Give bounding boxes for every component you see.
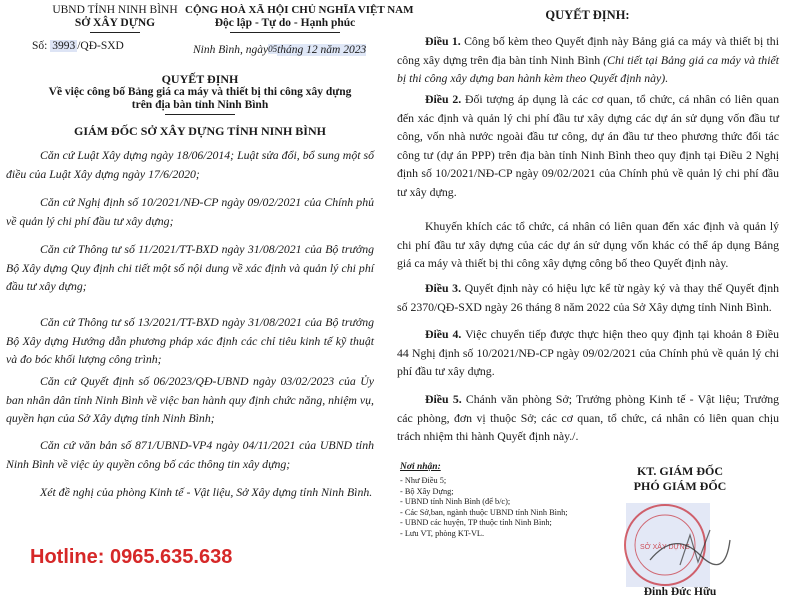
- preamble-4: Căn cứ Thông tư số 13/2021/TT-BXD ngày 31/08/2021 của Bộ trưởng Bộ Xây dựng Hướng dẫn phương pháp xác định các chỉ tiêu kinh tế kỹ thuật và đo bóc khối lượng công trình;: [6, 315, 374, 366]
- recipient-item: - Bộ Xây Dựng;: [400, 486, 454, 496]
- issuer-title: GIÁM ĐỐC SỞ XÂY DỰNG TỈNH NINH BÌNH: [74, 124, 326, 138]
- document-number: [32, 40, 124, 52]
- recipient-item: - UBND các huyện, TP thuộc tỉnh Ninh Bình;: [400, 518, 552, 527]
- doc-no-value: 3993: [52, 40, 76, 52]
- header-underline-left: [90, 32, 140, 33]
- article-4: [397, 325, 779, 381]
- preamble-7: Xét đề nghị của phòng Kinh tế - Vật liệu, Sở Xây dựng tỉnh Ninh Bình.: [40, 485, 373, 499]
- article-5-label: Điều 5.: [425, 392, 462, 406]
- signature-title-1: KT. GIÁM ĐỐC: [636, 464, 724, 478]
- article-3-label: Điều 3.: [425, 281, 462, 295]
- article-2-text: Đối tượng áp dụng là các cơ quan, tổ chức, cá nhân có liên quan đến xác định và quản lý chi phí đầu tư xây dựng các dự án sử dụng vốn đầu tư công, vốn nhà nước ngoài đầu tư công, dự án đầu tư theo phương thức đối tác công tư (dự án PPP) trên địa bàn tỉnh Ninh Bình theo quy định tại Điều 2 Nghị định số 10/2021/NĐ-CP ngày 09/02/2021 của Chính phủ về quản lý chi phí đầu tư xây dựng.: [397, 92, 780, 199]
- recipient-item: - Lưu VT, phòng KT-VL.: [400, 528, 485, 538]
- recipients-list: [400, 476, 568, 539]
- recipients-label: Nơi nhận:: [400, 462, 441, 472]
- official-stamp: [620, 500, 740, 590]
- header-underline-right: [230, 32, 340, 33]
- subject-underline: [165, 114, 235, 115]
- article-1-label: Điều 1.: [425, 34, 461, 48]
- country-name: CỘNG HOÀ XÃ HỘI CHỦ NGHĨA VIỆT NAM: [185, 4, 414, 16]
- signature-title-2: PHÓ GIÁM ĐỐC: [633, 479, 727, 493]
- preamble-1: Căn cứ Luật Xây dựng ngày 18/06/2014; Luật sửa đổi, bổ sung một số điều của Luật Xây dựng ngày 17/6/2020;: [6, 148, 374, 181]
- decision-heading: QUYẾT ĐỊNH:: [545, 8, 630, 22]
- article-5-text: Chánh văn phòng Sở; Trưởng phòng Kinh tế - Vật liệu; Trưởng các phòng, đơn vị thuộc Sở; các cơ quan, tổ chức, cá nhân có liên quan chịu trách nhiệm thi hành Quyết định này./.: [397, 392, 779, 443]
- hotline-text[interactable]: Hotline: 0965.635.638: [30, 546, 233, 568]
- article-1: [397, 32, 779, 88]
- article-5: [397, 390, 779, 446]
- article-3: [397, 279, 779, 316]
- subject-line-2: trên địa bàn tỉnh Ninh Bình: [131, 99, 269, 111]
- doc-no-prefix: Số:: [32, 40, 48, 52]
- preamble-3: Căn cứ Thông tư số 11/2021/TT-BXD ngày 31/08/2021 của Bộ trưởng Bộ Xây dựng Quy định chi tiết một số nội dung về xác định và quản lý chi phí đầu tư xây dựng;: [6, 242, 374, 293]
- doc-no-suffix: /QĐ-SXD: [77, 40, 124, 52]
- article-4-label: Điều 4.: [425, 327, 462, 341]
- article-2-extra: Khuyến khích các tổ chức, cá nhân có liên quan đến xác định và quản lý chi phí đầu tư xây dựng của các dự án sử dụng vốn khác có thể áp dụng Bảng giá ca máy và thiết bị thi công xây dựng công bố theo Quyết định này.: [397, 219, 779, 270]
- document-date: [193, 44, 366, 56]
- recipient-item: - UBND tỉnh Ninh Bình (để b/c);: [400, 497, 511, 506]
- stamp-center-text: SỞ XÂY DỰNG: [640, 544, 690, 551]
- signer-name: Đinh Đức Hữu: [643, 586, 717, 598]
- recipient-item: - Như Điều 5;: [400, 476, 447, 485]
- article-3-text: Quyết định này có hiệu lực kể từ ngày ký và thay thế Quyết định số 2370/QĐ-SXD ngày 26 tháng 8 năm 2022 của Sở Xây dựng tỉnh Ninh Bình.: [397, 281, 779, 314]
- article-2-label: Điều 2.: [425, 92, 462, 106]
- date-day: 05: [268, 44, 278, 54]
- article-1-note: (Chi tiết tại Bảng giá ca máy và thiết bị thi công xây dựng ban hành kèm theo Quyết định này).: [397, 52, 779, 85]
- preamble-6: Căn cứ văn bản số 871/UBND-VP4 ngày 04/11/2021 của UBND tỉnh Ninh Bình về việc ủy quyền công bố các thông tin xây dựng;: [6, 438, 374, 471]
- department-name: SỞ XÂY DỰNG: [74, 17, 156, 29]
- national-motto: Độc lập - Tự do - Hạnh phúc: [214, 17, 356, 29]
- article-1-text: Công bố kèm theo Quyết định này Bảng giá ca máy và thiết bị thi công xây dựng trên địa bàn tỉnh Ninh Bình: [397, 34, 779, 67]
- document-heading: QUYẾT ĐỊNH: [161, 72, 239, 86]
- subject-line-1: Về việc công bố Bảng giá ca máy và thiết bị thi công xây dựng: [48, 86, 352, 98]
- date-month-year: tháng 12 năm 2023: [277, 44, 367, 56]
- preamble-2: Căn cứ Nghị định số 10/2021/NĐ-CP ngày 09/02/2021 của Chính phủ về quản lý chi phí đầu tư xây dựng;: [6, 195, 374, 228]
- recipient-item: - Các Sở,ban, ngành thuộc UBND tỉnh Ninh Bình;: [400, 507, 568, 517]
- article-4-text: Việc chuyển tiếp được thực hiện theo quy định tại khoản 8 Điều 44 Nghị định số 10/2021/NĐ-CP ngày 09/02/2021 của Chính phủ về quản lý chi phí đầu tư xây dựng.: [397, 327, 779, 378]
- article-2: [397, 90, 779, 201]
- date-place: Ninh Bình, ngày: [193, 44, 269, 56]
- agency-name: UBND TỈNH NINH BÌNH: [52, 4, 178, 16]
- preamble-5: Căn cứ Quyết định số 06/2023/QĐ-UBND ngày 03/02/2023 của Ủy ban nhân dân tỉnh Ninh Bình về việc ban hành quy định chức năng, nhiệm vụ, quyền hạn của Sở Xây dựng tỉnh Ninh Bình;: [6, 374, 374, 425]
